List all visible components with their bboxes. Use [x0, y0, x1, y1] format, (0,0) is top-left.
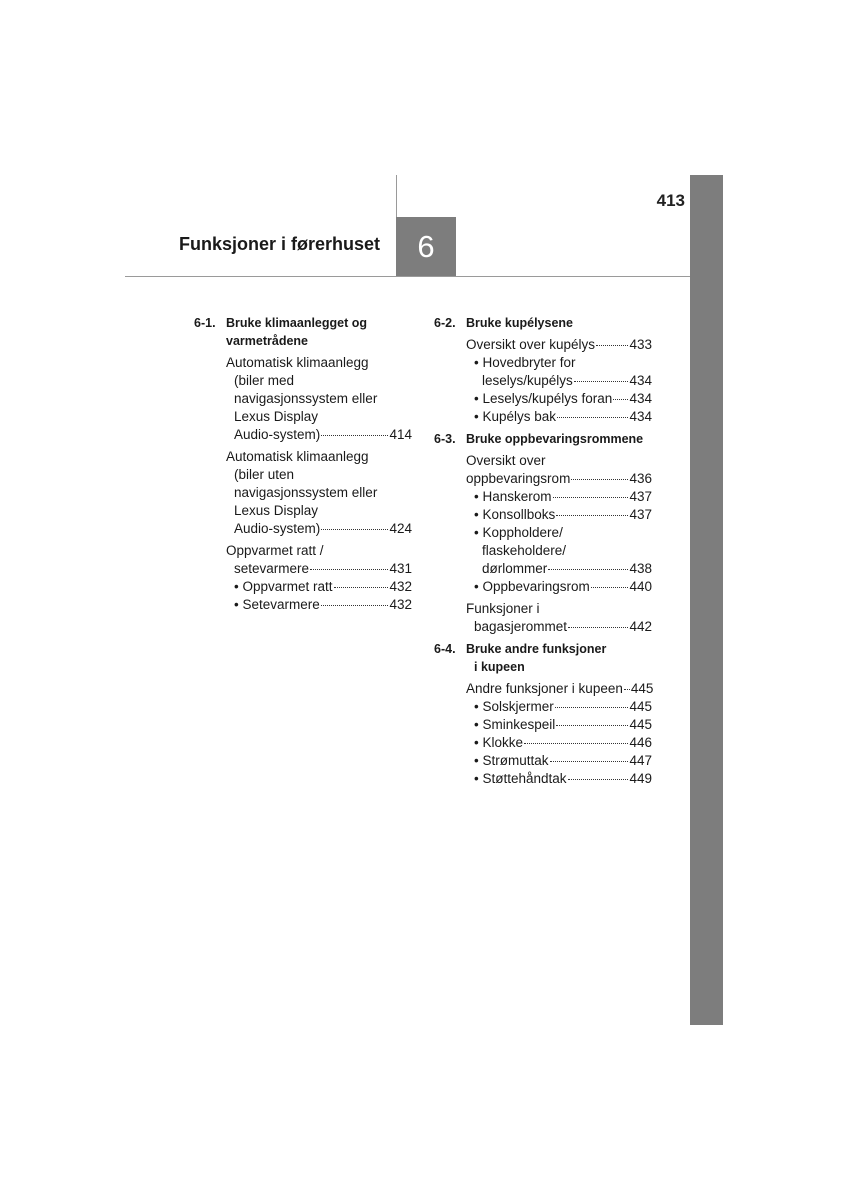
- chapter-number-box: 6: [396, 217, 456, 276]
- entry-page-number: 434: [629, 391, 652, 406]
- toc-section-6-2: [434, 314, 652, 426]
- subentry-text: Hovedbryter for: [482, 355, 576, 370]
- entry-text: Andre funksjoner i kupeen: [466, 681, 623, 696]
- dot-leader: [557, 417, 628, 418]
- section-number: 6-1.: [194, 316, 216, 330]
- entry-text: oppbevaringsrom: [466, 471, 571, 486]
- subentry-text: Klokke: [482, 735, 524, 750]
- toc-subentry[interactable]: [466, 506, 652, 524]
- entry-text: bagasjerommet: [474, 619, 568, 634]
- entry-text: navigasjonssystem eller: [234, 391, 378, 406]
- dot-leader: [568, 779, 629, 780]
- toc-subentry[interactable]: [466, 770, 652, 788]
- entry-text: Automatisk klimaanlegg: [226, 355, 369, 370]
- toc-left-column: [194, 314, 412, 618]
- toc-entry[interactable]: [466, 600, 652, 636]
- entry-text: Audio-system): [234, 521, 321, 536]
- subentry-text: Kupélys bak: [482, 409, 557, 424]
- subentry-text: Leselys/kupélys foran: [482, 391, 613, 406]
- toc-section-6-1: [194, 314, 412, 614]
- toc-subentry[interactable]: [466, 408, 652, 426]
- entry-page-number: 445: [629, 717, 652, 732]
- section-number: 6-4.: [434, 642, 456, 656]
- chapter-title: Funksjoner i førerhuset: [178, 234, 380, 254]
- toc-entry[interactable]: [466, 336, 652, 426]
- toc-entry[interactable]: [226, 542, 412, 614]
- toc-subentry[interactable]: [466, 488, 652, 506]
- bullet-icon: •: [474, 753, 479, 768]
- bullet-icon: •: [474, 507, 479, 522]
- toc-subentry[interactable]: [466, 390, 652, 408]
- section-heading[interactable]: [434, 640, 652, 676]
- bullet-icon: •: [234, 597, 239, 612]
- subentry-text: Støttehåndtak: [482, 771, 567, 786]
- entry-page-number: 436: [629, 471, 652, 486]
- dot-leader: [624, 689, 630, 690]
- entry-page-number: 433: [629, 337, 652, 352]
- entry-text: (biler uten: [234, 467, 295, 482]
- section-title-line: Bruke klimaanlegget og: [226, 316, 368, 330]
- entry-text: Oppvarmet ratt /: [226, 543, 324, 558]
- dot-leader: [553, 497, 629, 498]
- dot-leader: [310, 569, 388, 570]
- section-title: Bruke oppbevaringsrommene: [466, 432, 644, 446]
- dot-leader: [321, 529, 388, 530]
- subentry-text: Sminkespeil: [482, 717, 556, 732]
- entry-page-number: 440: [629, 579, 652, 594]
- toc-right-column: [434, 314, 652, 792]
- dot-leader: [556, 515, 628, 516]
- toc-subentry[interactable]: [466, 716, 652, 734]
- entry-page-number: 434: [629, 409, 652, 424]
- toc-entry[interactable]: [466, 452, 652, 596]
- section-title-line: Bruke andre funksjoner: [466, 642, 607, 656]
- section-number: 6-2.: [434, 316, 456, 330]
- toc-entry[interactable]: [226, 354, 412, 444]
- bullet-icon: •: [474, 771, 479, 786]
- toc-subentry[interactable]: [466, 524, 652, 578]
- dot-leader: [550, 761, 629, 762]
- bullet-icon: •: [474, 391, 479, 406]
- dot-leader: [596, 345, 628, 346]
- bullet-icon: •: [474, 735, 479, 750]
- bullet-icon: •: [474, 579, 479, 594]
- dot-leader: [571, 479, 628, 480]
- subentry-text: Strømuttak: [482, 753, 549, 768]
- entry-page-number: 424: [389, 521, 412, 536]
- entry-text: Lexus Display: [234, 409, 319, 424]
- subentry-text: Oppvarmet ratt: [242, 579, 333, 594]
- entry-text: Lexus Display: [234, 503, 319, 518]
- entry-text: setevarmere: [234, 561, 310, 576]
- toc-entry[interactable]: [466, 680, 652, 788]
- dot-leader: [591, 587, 629, 588]
- entry-text: Audio-system): [234, 427, 321, 442]
- entry-page-number: 414: [389, 427, 412, 442]
- section-heading[interactable]: [434, 430, 652, 448]
- bullet-icon: •: [474, 409, 479, 424]
- section-title: Bruke kupélysene: [466, 316, 573, 330]
- dot-leader: [321, 435, 388, 436]
- entry-page-number: 437: [629, 507, 652, 522]
- subentry-text: Koppholdere/: [482, 525, 563, 540]
- dot-leader: [555, 707, 629, 708]
- section-heading[interactable]: [194, 314, 412, 350]
- toc-entry[interactable]: [226, 448, 412, 538]
- entry-page-number: 437: [629, 489, 652, 504]
- entry-page-number: 447: [629, 753, 652, 768]
- bullet-icon: •: [474, 355, 479, 370]
- entry-page-number: 434: [629, 373, 652, 388]
- section-number: 6-3.: [434, 432, 456, 446]
- toc-subentry[interactable]: [466, 752, 652, 770]
- bullet-icon: •: [474, 525, 479, 540]
- subentry-text: Hanskerom: [482, 489, 552, 504]
- dot-leader: [524, 743, 628, 744]
- toc-section-6-3: [434, 430, 652, 636]
- entry-page-number: 432: [389, 579, 412, 594]
- subentry-text: Setevarmere: [242, 597, 320, 612]
- subentry-text: Konsollboks: [482, 507, 556, 522]
- bullet-icon: •: [234, 579, 239, 594]
- subentry-text: Oppbevaringsrom: [482, 579, 590, 594]
- toc-subentry[interactable]: [466, 578, 652, 596]
- page-number: 413: [656, 191, 685, 210]
- toc-section-6-4: [434, 640, 652, 788]
- entry-page-number: 449: [629, 771, 652, 786]
- dot-leader: [574, 381, 629, 382]
- entry-page-number: 432: [389, 597, 412, 612]
- section-title-line: varmetrådene: [226, 334, 308, 348]
- entry-page-number: 442: [629, 619, 652, 634]
- toc-subentry[interactable]: [466, 354, 652, 390]
- toc-subentry[interactable]: [466, 698, 652, 716]
- entry-text: Oversikt over: [466, 453, 546, 468]
- subentry-text: leselys/kupélys: [482, 373, 573, 388]
- subentry-text: flaskeholdere/: [482, 543, 567, 558]
- bullet-icon: •: [474, 717, 479, 732]
- entry-text: Funksjoner i: [466, 601, 540, 616]
- dot-leader: [321, 605, 389, 606]
- section-title-line: i kupeen: [474, 660, 525, 674]
- toc-subentry[interactable]: [226, 596, 412, 614]
- toc-subentry[interactable]: [226, 578, 412, 596]
- entry-text: Oversikt over kupélys: [466, 337, 596, 352]
- bullet-icon: •: [474, 699, 479, 714]
- entry-text: navigasjonssystem eller: [234, 485, 378, 500]
- entry-page-number: 431: [389, 561, 412, 576]
- dot-leader: [568, 627, 628, 628]
- dot-leader: [548, 569, 628, 570]
- subentry-text: dørlommer: [482, 561, 548, 576]
- bullet-icon: •: [474, 489, 479, 504]
- entry-page-number: 445: [630, 681, 654, 696]
- header-vertical-rule: [396, 175, 397, 217]
- dot-leader: [334, 587, 389, 588]
- section-title: [226, 314, 412, 350]
- section-heading[interactable]: [434, 314, 652, 332]
- section-title: [466, 640, 652, 676]
- dot-leader: [556, 725, 628, 726]
- toc-subentry[interactable]: [466, 734, 652, 752]
- dot-leader: [613, 399, 628, 400]
- entry-text: (biler med: [234, 373, 295, 388]
- subentry-text: Solskjermer: [482, 699, 554, 714]
- header-horizontal-rule: [125, 276, 690, 277]
- entry-text: Automatisk klimaanlegg: [226, 449, 369, 464]
- entry-page-number: 446: [629, 735, 652, 750]
- chapter-side-tab: [690, 175, 723, 1025]
- entry-page-number: 445: [629, 699, 652, 714]
- entry-page-number: 438: [629, 561, 652, 576]
